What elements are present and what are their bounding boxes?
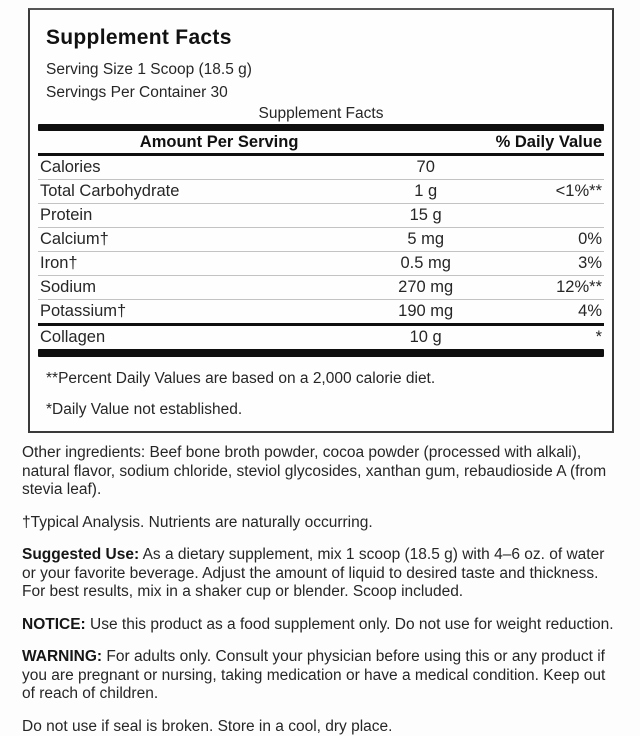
other-ingredients-paragraph: Other ingredients: Beef bone broth powder, cocoa powder (processed with alkali), natural flavor, sodium chloride, steviol glycosides, xanthan gum, rebaudioside A (from stevia leaf). bbox=[22, 444, 618, 500]
nutrient-daily-value: <1%** bbox=[485, 182, 604, 201]
nutrient-name: Protein bbox=[38, 206, 366, 225]
panel-title: Supplement Facts bbox=[46, 26, 604, 50]
nutrient-daily-value: 0% bbox=[485, 230, 604, 249]
storage-paragraph: Do not use if seal is broken. Store in a cool, dry place. bbox=[22, 718, 618, 736]
table-row-calories bbox=[38, 156, 604, 180]
nutrient-daily-value: 3% bbox=[485, 254, 604, 273]
thick-divider-bottom bbox=[38, 349, 604, 357]
nutrient-name: Calories bbox=[38, 158, 366, 177]
thick-divider-top bbox=[38, 124, 604, 131]
warning-label: WARNING: bbox=[22, 648, 102, 665]
warning-paragraph bbox=[22, 648, 618, 704]
table-row-potassium bbox=[38, 300, 604, 326]
nutrient-name: Sodium bbox=[38, 278, 366, 297]
typical-analysis-paragraph: †Typical Analysis. Nutrients are naturally occurring. bbox=[22, 514, 618, 533]
nutrient-name: Total Carbohydrate bbox=[38, 182, 366, 201]
suggested-use-paragraph bbox=[22, 546, 618, 602]
nutrient-amount: 190 mg bbox=[366, 302, 485, 321]
nutrient-amount: 270 mg bbox=[366, 278, 485, 297]
table-row-protein bbox=[38, 204, 604, 228]
nutrient-amount: 70 bbox=[366, 158, 485, 177]
nutrient-amount: 0.5 mg bbox=[366, 254, 485, 273]
table-row-iron bbox=[38, 252, 604, 276]
nutrient-name: Potassium† bbox=[38, 302, 366, 321]
table-row-calcium bbox=[38, 228, 604, 252]
nutrient-daily-value bbox=[485, 158, 604, 177]
supplement-label-page bbox=[0, 8, 640, 648]
notice-text: Use this product as a food supplement only. Do not use for weight reduction. bbox=[90, 616, 614, 633]
notice-paragraph bbox=[22, 616, 618, 635]
supplement-facts-panel bbox=[28, 8, 614, 433]
table-row-collagen bbox=[38, 326, 604, 349]
daily-value-header: % Daily Value bbox=[400, 133, 604, 152]
nutrient-daily-value: 12%** bbox=[485, 278, 604, 297]
nutrient-name: Collagen bbox=[38, 328, 366, 347]
nutrient-daily-value: * bbox=[485, 328, 604, 347]
nutrient-amount: 15 g bbox=[366, 206, 485, 225]
nutrient-amount: 1 g bbox=[366, 182, 485, 201]
notice-label: NOTICE: bbox=[22, 616, 86, 633]
info-sections bbox=[22, 444, 618, 736]
table-header-row bbox=[38, 131, 604, 156]
table-row-total-carbohydrate bbox=[38, 180, 604, 204]
warning-text: For adults only. Consult your physician before using this or any product if you are pregnant or nursing, taking medication or have a medical condition. Keep out of reach of children. bbox=[22, 648, 605, 702]
footnote-not-established: *Daily Value not established. bbox=[46, 401, 604, 419]
nutrient-daily-value bbox=[485, 206, 604, 225]
footnote-daily-values: **Percent Daily Values are based on a 2,000 calorie diet. bbox=[46, 370, 604, 388]
servings-per-container: Servings Per Container 30 bbox=[46, 84, 604, 102]
table-subtitle: Supplement Facts bbox=[38, 105, 604, 122]
nutrient-name: Calcium† bbox=[38, 230, 366, 249]
suggested-use-label: Suggested Use: bbox=[22, 546, 139, 563]
nutrient-name: Iron† bbox=[38, 254, 366, 273]
table-row-sodium bbox=[38, 276, 604, 300]
nutrient-daily-value: 4% bbox=[485, 302, 604, 321]
amount-per-serving-header: Amount Per Serving bbox=[38, 133, 400, 152]
nutrient-amount: 5 mg bbox=[366, 230, 485, 249]
serving-size: Serving Size 1 Scoop (18.5 g) bbox=[46, 61, 604, 79]
suggested-use-text: As a dietary supplement, mix 1 scoop (18.5 g) with 4–6 oz. of water or your favorite beverage. Adjust the amount of liquid to desired taste and thickness. For best results, mix in a shaker cup or blender. Scoop included. bbox=[22, 546, 604, 600]
nutrient-amount: 10 g bbox=[366, 328, 485, 347]
